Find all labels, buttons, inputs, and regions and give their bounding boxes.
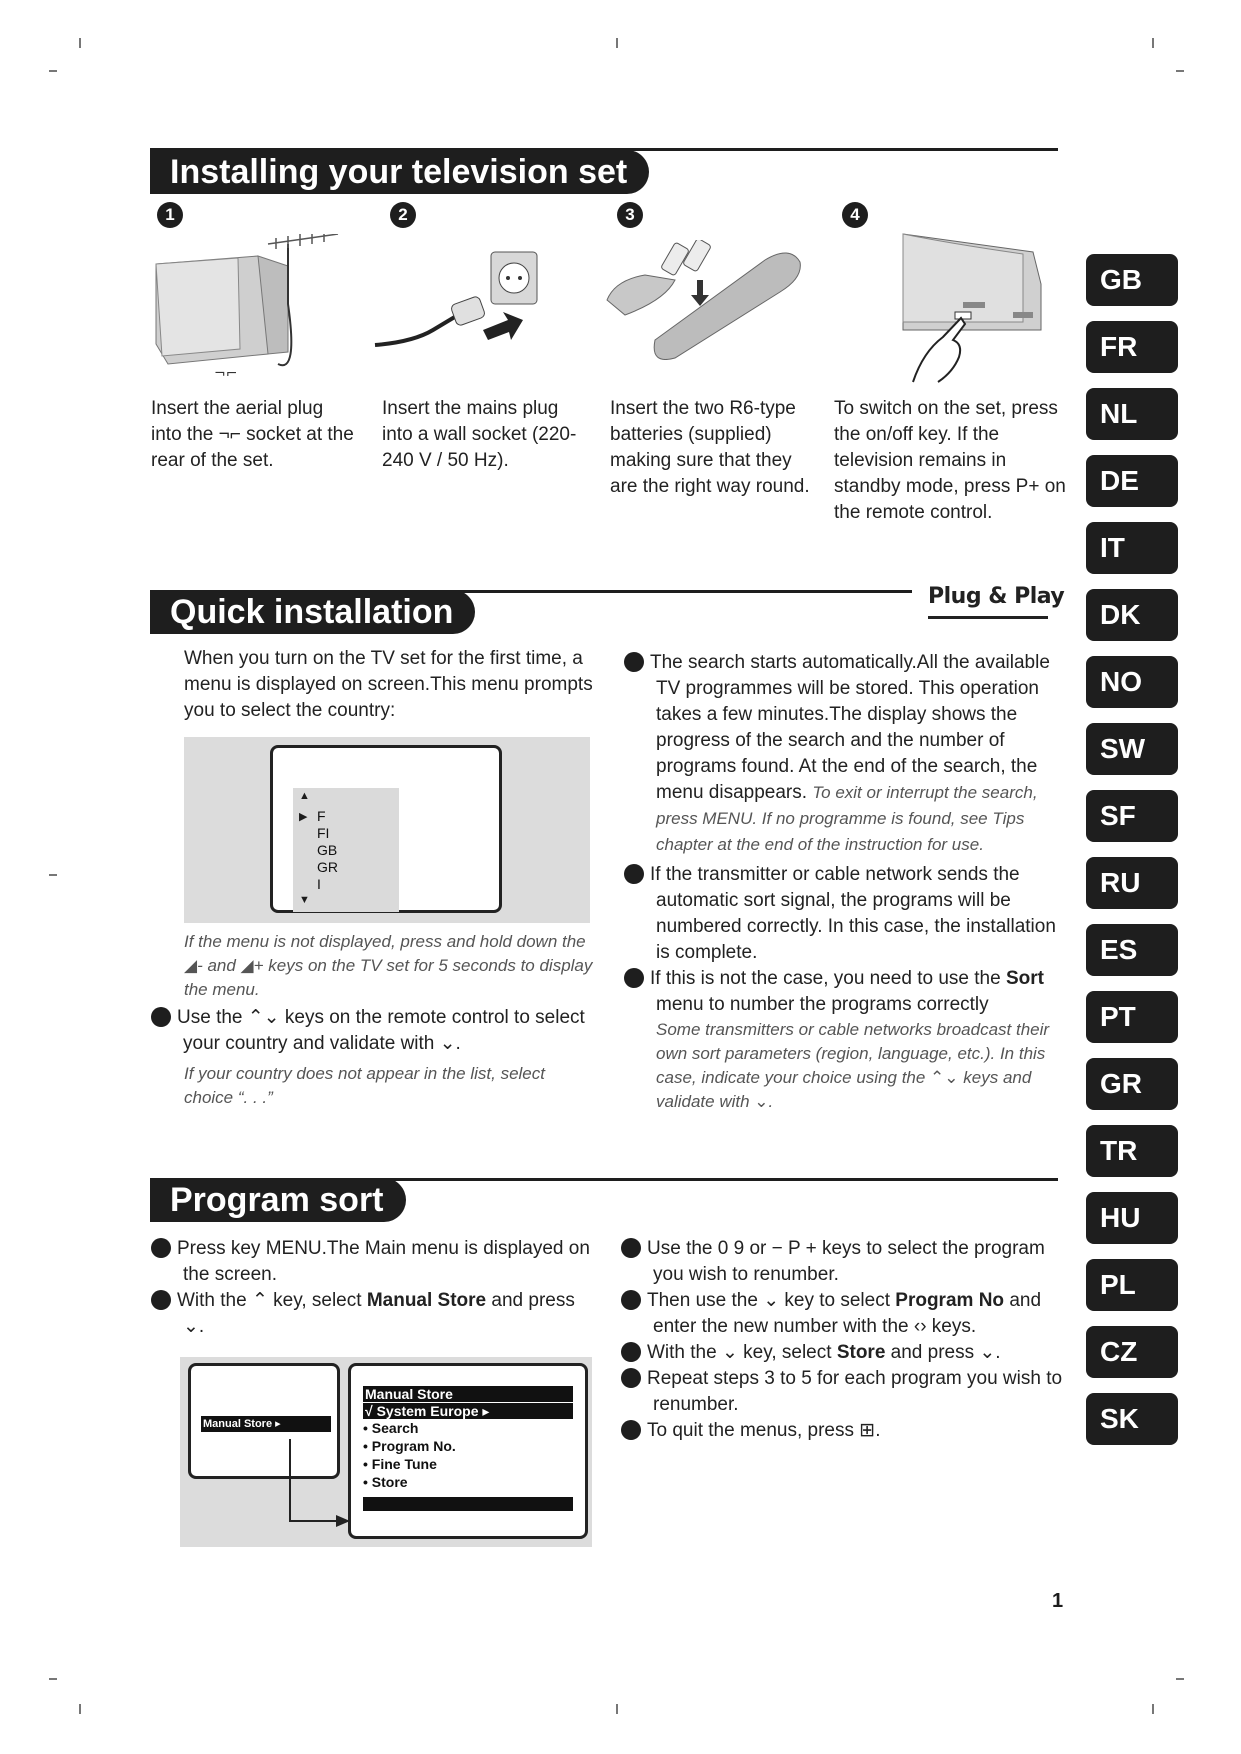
bullet-number: 6 bbox=[621, 1368, 641, 1388]
program-no-item[interactable]: • Program No. bbox=[363, 1438, 456, 1454]
quick-step-1-text: Use the ⌃⌄ keys on the remote control to select your country and validate with ⌄. bbox=[177, 1007, 585, 1054]
sort-step-5-text-a: With the ⌄ key, select bbox=[647, 1342, 832, 1363]
bullet-number: 1 bbox=[151, 1007, 171, 1027]
bullet-number: 5 bbox=[621, 1342, 641, 1362]
fine-tune-item[interactable]: • Fine Tune bbox=[363, 1456, 437, 1472]
lang-tab-cz[interactable]: CZ bbox=[1086, 1326, 1178, 1378]
sort-step-1-text: Press key MENU.The Main menu is displayed on the screen. bbox=[177, 1238, 590, 1285]
sort-step-5-bold: Store bbox=[836, 1342, 886, 1363]
quick-step-2-text: The search starts automatically.All the available TV programmes will be stored. This operation takes a few minutes.The display shows the progress of the search and the number of programs found. At the end of the search, the menu disappears. bbox=[650, 652, 1050, 803]
crop-mark bbox=[1176, 1678, 1184, 1680]
lang-tab-es[interactable]: ES bbox=[1086, 924, 1178, 976]
country-option[interactable]: GB bbox=[317, 842, 338, 858]
sort-step-2-bold: Manual Store bbox=[366, 1290, 487, 1311]
manual-store-figure bbox=[180, 1357, 592, 1547]
lang-tab-sk[interactable]: SK bbox=[1086, 1393, 1178, 1445]
quick-step-2-note: To exit or interrupt the search, press MENU. If no programme is found, see Tips chapter at the end of the instruction for use. bbox=[656, 783, 1038, 854]
lang-tab-sf[interactable]: SF bbox=[1086, 790, 1178, 842]
crop-mark bbox=[1176, 70, 1184, 72]
country-options bbox=[317, 808, 338, 893]
crop-mark bbox=[616, 1704, 618, 1714]
bullet-number: 2 bbox=[151, 1290, 171, 1310]
store-item[interactable]: • Store bbox=[363, 1474, 408, 1490]
quick-step-3-text: If the transmitter or cable network sends the automatic sort signal, the programs will be numbered correctly. In this case, the installation is complete. bbox=[650, 864, 1056, 963]
menu-not-displayed-note: If the menu is not displayed, press and hold down the ◢- and ◢+ keys on the TV set for 5 seconds to display the menu. bbox=[184, 932, 593, 999]
section-title-sort: Program sort bbox=[150, 1178, 406, 1222]
quick-step-1-note: If your country does not appear in the list, select choice “. . .” bbox=[184, 1064, 545, 1107]
install-step-3-text: Insert the two R6-type batteries (supplied) making sure that they are the right way round. bbox=[610, 398, 810, 497]
crop-mark bbox=[49, 874, 57, 876]
bullet-number: 7 bbox=[621, 1420, 641, 1440]
lang-tab-ru[interactable]: RU bbox=[1086, 857, 1178, 909]
lang-tab-de[interactable]: DE bbox=[1086, 455, 1178, 507]
quick-step-4-text-a: If this is not the case, you need to use the bbox=[650, 968, 1001, 989]
crop-mark bbox=[1152, 38, 1154, 48]
remote-batteries-illustration bbox=[605, 240, 805, 360]
mains-plug-illustration bbox=[373, 250, 553, 360]
lang-tab-sw[interactable]: SW bbox=[1086, 723, 1178, 775]
crop-mark bbox=[49, 70, 57, 72]
section-title-install: Installing your television set bbox=[150, 150, 649, 194]
crop-mark bbox=[49, 1678, 57, 1680]
quick-step-4-note: Some transmitters or cable networks broadcast their own sort parameters (region, language, etc.). In this case, indicate your choice using the ⌃⌄ keys and validate with ⌄. bbox=[656, 1020, 1050, 1111]
section-title-quick: Quick installation bbox=[150, 590, 475, 634]
bullet-number: 4 bbox=[624, 968, 644, 988]
sort-steps-right bbox=[611, 1236, 1076, 1444]
sort-steps-left bbox=[141, 1236, 597, 1340]
lang-tab-gb[interactable]: GB bbox=[1086, 254, 1178, 306]
step-number: 1 bbox=[157, 202, 183, 228]
quick-step-4 bbox=[614, 966, 1074, 1114]
country-option[interactable]: FI bbox=[317, 825, 330, 841]
page-number: 1 bbox=[1052, 1590, 1064, 1612]
down-arrow-icon: ▼ bbox=[299, 894, 310, 906]
country-option[interactable]: I bbox=[317, 876, 321, 892]
sort-step-2-text-b: and press ⌄. bbox=[183, 1290, 575, 1337]
crop-mark bbox=[79, 38, 81, 48]
sort-step-2-text-a: With the ⌃ key, select bbox=[177, 1290, 362, 1311]
quick-step-4-bold: Sort bbox=[1005, 968, 1044, 989]
step-number: 2 bbox=[390, 202, 416, 228]
up-arrow-icon: ▲ bbox=[299, 790, 310, 802]
lang-tab-nl[interactable]: NL bbox=[1086, 388, 1178, 440]
system-europe-item[interactable]: √ System Europe ▸ bbox=[363, 1403, 573, 1419]
crop-mark bbox=[616, 38, 618, 48]
crop-mark bbox=[1152, 1704, 1154, 1714]
lang-tab-no[interactable]: NO bbox=[1086, 656, 1178, 708]
lang-tab-it[interactable]: IT bbox=[1086, 522, 1178, 574]
search-item[interactable]: • Search bbox=[363, 1420, 419, 1436]
country-list bbox=[293, 788, 399, 912]
install-step-2-text: Insert the mains plug into a wall socket (220-240 V / 50 Hz). bbox=[382, 398, 577, 471]
bullet-number: 2 bbox=[624, 652, 644, 672]
lang-tab-fr[interactable]: FR bbox=[1086, 321, 1178, 373]
manual-store-screen bbox=[348, 1363, 588, 1539]
bullet-number: 3 bbox=[624, 864, 644, 884]
sort-step-5-text-b: and press ⌄. bbox=[890, 1342, 1001, 1363]
quick-step-2 bbox=[614, 650, 1074, 858]
install-step-1-text: Insert the aerial plug into the ¬⌐ socket at the rear of the set. bbox=[151, 398, 354, 471]
step-number: 3 bbox=[617, 202, 643, 228]
lang-tab-pl[interactable]: PL bbox=[1086, 1259, 1178, 1311]
lang-tab-hu[interactable]: HU bbox=[1086, 1192, 1178, 1244]
sort-step-4-text-a: Then use the ⌄ key to select bbox=[647, 1290, 890, 1311]
plug-and-play-label: Plug & Play bbox=[928, 584, 1065, 609]
empty-bar bbox=[363, 1497, 573, 1511]
quick-intro: When you turn on the TV set for the first time, a menu is displayed on screen.This menu prompts you to select the country: bbox=[184, 648, 593, 721]
bullet-number: 4 bbox=[621, 1290, 641, 1310]
bullet-number: 1 bbox=[151, 1238, 171, 1258]
lang-tab-pt[interactable]: PT bbox=[1086, 991, 1178, 1043]
country-option[interactable]: F bbox=[317, 808, 326, 824]
crop-mark bbox=[79, 1704, 81, 1714]
lang-tab-dk[interactable]: DK bbox=[1086, 589, 1178, 641]
lang-tab-tr[interactable]: TR bbox=[1086, 1125, 1178, 1177]
sort-step-4-text-b: and enter the new number with the ‹› keys. bbox=[653, 1290, 1042, 1337]
tv-aerial-illustration bbox=[148, 234, 348, 384]
plug-and-play-logo bbox=[928, 584, 1065, 628]
logo-underline bbox=[928, 616, 1048, 619]
pointer-icon: ▶ bbox=[299, 811, 308, 823]
sort-step-3-text: Use the 0 9 or − P + keys to select the program you wish to renumber. bbox=[647, 1238, 1045, 1285]
country-option[interactable]: GR bbox=[317, 859, 338, 875]
sort-step-6-text: Repeat steps 3 to 5 for each program you wish to renumber. bbox=[647, 1368, 1063, 1415]
step-number: 4 bbox=[842, 202, 868, 228]
quick-step-3 bbox=[614, 862, 1074, 966]
sort-step-4-bold: Program No bbox=[895, 1290, 1005, 1311]
manual-store-header: Manual Store bbox=[363, 1386, 573, 1402]
tv-power-switch-illustration bbox=[893, 232, 1045, 384]
bullet-number: 3 bbox=[621, 1238, 641, 1258]
lang-tab-gr[interactable]: GR bbox=[1086, 1058, 1178, 1110]
tv-screen bbox=[270, 745, 502, 913]
quick-step-1 bbox=[141, 1005, 597, 1057]
manual-store-item[interactable]: Manual Store ▸ bbox=[201, 1416, 331, 1432]
manual-store-menu bbox=[363, 1386, 573, 1511]
quick-step-4-text-b: menu to number the programs correctly bbox=[656, 994, 989, 1015]
svg-text:¬⌐: ¬⌐ bbox=[214, 366, 238, 382]
install-step-4-text: To switch on the set, press the on/off key. If the television remains in standby mode, press P+ on the remote control. bbox=[834, 398, 1066, 523]
country-menu-figure bbox=[184, 737, 590, 923]
sort-step-7-text: To quit the menus, press ⊞. bbox=[647, 1420, 881, 1441]
